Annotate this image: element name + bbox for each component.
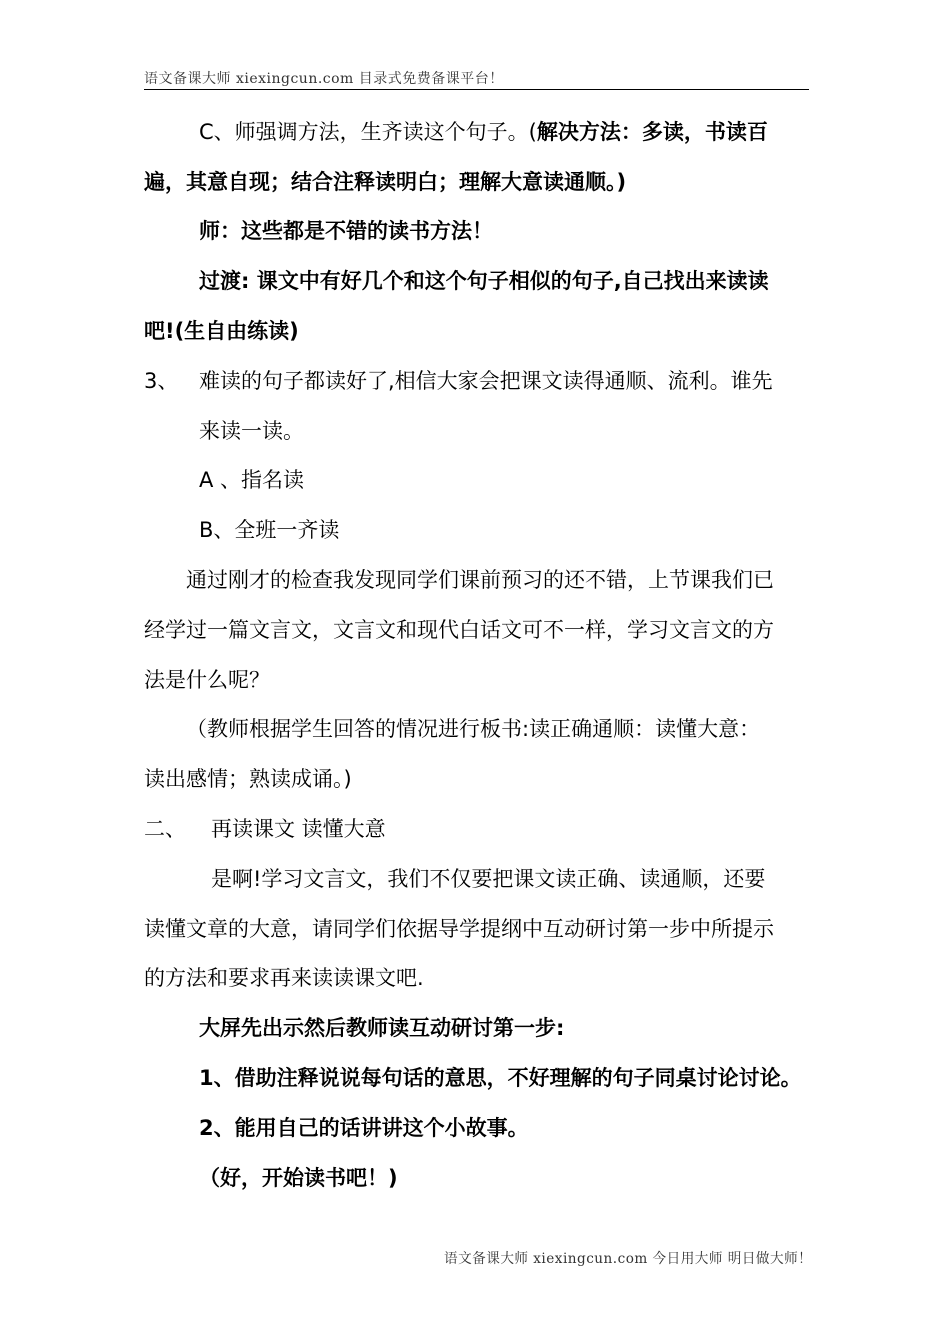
body-line-16: 是啊!学习文言文，我们不仅要把课文读正确、读通顺，还要 (211, 867, 766, 891)
body-line-18: 的方法和要求再来读读课文吧. (144, 966, 424, 990)
page-footer: 语文备课大师 xiexingcun.com 今日用大师 明日做大师！ (444, 1251, 813, 1267)
body-line-19: 大屏先出示然后教师读互动研讨第一步: (199, 1016, 565, 1040)
list-number-two: 二、 (144, 817, 186, 841)
list-number-3: 3、 (144, 369, 179, 393)
line-1-bold: 解决方法：多读，书读百 (536, 120, 768, 144)
header-divider (144, 89, 809, 90)
body-line-3: 师：这些都是不错的读书方法！ (199, 219, 493, 243)
body-line-7: 来读一读。 (199, 419, 304, 443)
body-line-11: 经学过一篇文言文，文言文和现代白话文可不一样，学习文言文的方 (144, 618, 774, 642)
body-line-14: 读出感情；熟读成诵。) (144, 767, 352, 791)
body-line-22: （好，开始读书吧！) (199, 1166, 398, 1190)
body-line-9: B、全班一齐读 (199, 518, 340, 542)
page-header: 语文备课大师 xiexingcun.com 目录式免费备课平台！ (144, 71, 504, 87)
body-line-5: 吧!(生自由练读) (144, 319, 299, 343)
line-1-text: C、师强调方法，生齐读这个句子。( (199, 120, 537, 144)
body-line-21: 2、能用自己的话讲讲这个小故事。 (199, 1116, 529, 1140)
body-line-8: A 、指名读 (199, 468, 305, 492)
body-line-6: 难读的句子都读好了,相信大家会把课文读得通顺、流利。谁先 (199, 369, 773, 393)
body-line-20: 1、借助注释说说每句话的意思，不好理解的句子同桌讨论讨论。 (199, 1066, 802, 1090)
body-line-12: 法是什么呢？ (144, 668, 270, 692)
body-line-2: 遍，其意自现；结合注释读明白；理解大意读通顺。) (144, 170, 627, 194)
body-line-10: 通过刚才的检查我发现同学们课前预习的还不错，上节课我们已 (186, 568, 774, 592)
body-line-1 (199, 117, 768, 147)
body-line-4: 过渡: 课文中有好几个和这个句子相似的句子,自己找出来读读 (199, 269, 769, 293)
section-heading: 再读课文 读懂大意 (211, 817, 386, 841)
body-line-17: 读懂文章的大意，请同学们依据导学提纲中互动研讨第一步中所提示 (144, 917, 774, 941)
body-line-13: （教师根据学生回答的情况进行板书:读正确通顺：读懂大意： (186, 717, 761, 741)
